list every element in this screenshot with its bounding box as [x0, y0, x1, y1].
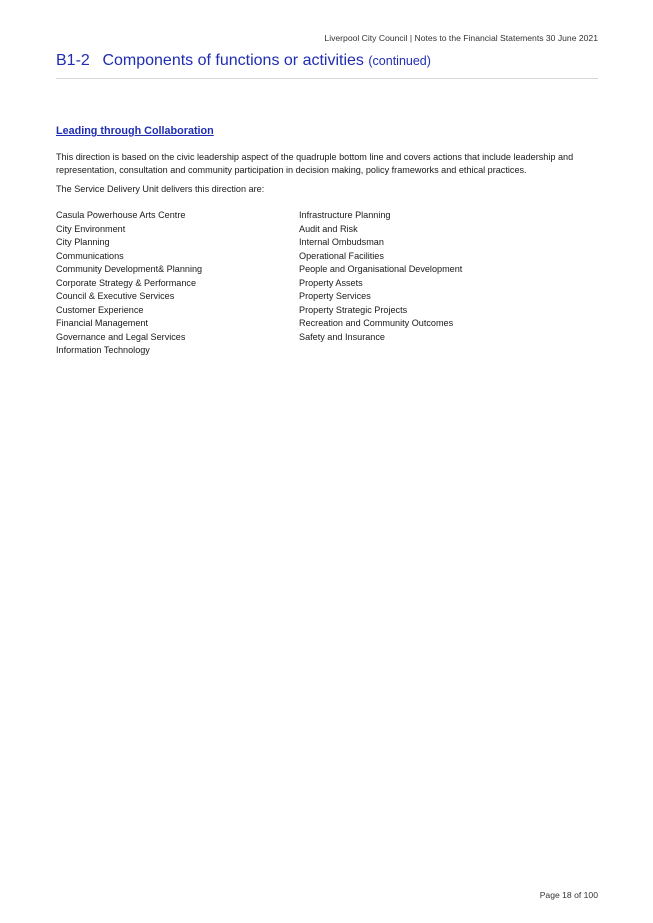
section-number: B1-2 [56, 52, 90, 69]
section-title: Components of functions or activities [102, 52, 364, 69]
service-unit-item: City Planning [56, 237, 110, 247]
service-unit-item: Financial Management [56, 318, 148, 328]
service-unit-item: Council & Executive Services [56, 291, 175, 301]
service-unit-list-left [56, 209, 202, 358]
page-number: Page 18 of 100 [539, 890, 598, 900]
direction-heading: Leading through Collaboration [56, 125, 214, 137]
service-unit-item: Property Services [299, 291, 371, 301]
service-unit-item: Information Technology [56, 345, 150, 355]
service-unit-item: Casula Powerhouse Arts Centre [56, 210, 186, 220]
direction-description: This direction is based on the civic leadership aspect of the quadruple bottom line and covers actions that include leadership and representation, consultation and community participation in decision making, policy frameworks and ethical practices. [56, 152, 574, 175]
service-unit-item: Governance and Legal Services [56, 331, 186, 342]
running-header: Liverpool City Council | Notes to the Financial Statements 30 June 2021 [324, 33, 598, 43]
service-unit-item: Customer Experience [56, 304, 144, 315]
service-unit-item: Communications [56, 250, 124, 261]
units-intro: The Service Delivery Unit delivers this direction are: [56, 184, 265, 194]
service-unit-item: Property Strategic Projects [299, 304, 408, 315]
section-heading [56, 52, 598, 79]
service-unit-item: Audit and Risk [299, 223, 358, 234]
service-unit-list-right [299, 209, 462, 344]
service-unit-item: Community Development& Planning [56, 264, 203, 274]
service-unit-item: Internal Ombudsman [299, 237, 384, 247]
service-unit-item: Property Assets [299, 277, 363, 288]
service-unit-item: Corporate Strategy & Performance [56, 277, 197, 288]
section-continued-label: (continued) [368, 54, 431, 68]
service-unit-item: City Environment [56, 223, 126, 234]
service-unit-item: People and Organisational Development [299, 264, 463, 274]
service-unit-item: Infrastructure Planning [299, 210, 391, 220]
service-unit-item: Recreation and Community Outcomes [299, 318, 454, 328]
service-unit-item: Safety and Insurance [299, 331, 385, 342]
service-unit-item: Operational Facilities [299, 250, 384, 261]
